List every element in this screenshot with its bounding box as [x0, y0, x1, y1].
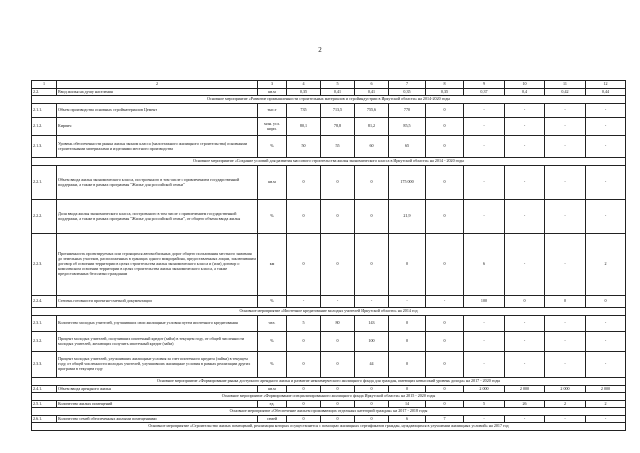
- table-row: [32, 166, 626, 200]
- column-number: 11: [545, 81, 586, 89]
- column-number: 6: [355, 81, 389, 89]
- year-value: -: [586, 416, 626, 423]
- year-value: 0: [586, 296, 626, 308]
- unit: млн. усл. кирп.: [258, 118, 287, 136]
- year-value: 5: [287, 316, 321, 332]
- unit: кв.м: [258, 386, 287, 393]
- year-value: -: [545, 416, 586, 423]
- row-code: 2.2.: [32, 89, 57, 96]
- year-value: 0: [389, 234, 426, 296]
- year-value: -: [586, 118, 626, 136]
- year-value: -: [586, 316, 626, 332]
- indicator-name: Процент молодых учителей, улучшивших жилищные условия за счет ипотечного кредита (займа) в текущем году, от общей численности молодых учителей, улучшивших жилищные условия в рамках реализации других программ в текущем году: [57, 352, 258, 378]
- row-code: 2.3.3.: [32, 352, 57, 378]
- year-value: 85,5: [389, 118, 426, 136]
- table-row: [32, 136, 626, 158]
- year-value: 0: [355, 386, 389, 393]
- year-value: -: [545, 234, 586, 296]
- column-number: 2: [57, 81, 258, 89]
- year-value: 0: [545, 296, 586, 308]
- year-value: 0: [287, 234, 321, 296]
- year-value: 0,41: [321, 89, 355, 96]
- year-value: -: [505, 200, 545, 234]
- year-value: -: [545, 104, 586, 118]
- unit: ед.: [258, 401, 287, 408]
- section-heading-row: [32, 96, 626, 104]
- year-value: -: [545, 316, 586, 332]
- year-value: 50: [287, 136, 321, 158]
- column-number: 8: [426, 81, 464, 89]
- year-value: 0: [321, 416, 355, 423]
- section-heading: Основное мероприятие «Формирование рынка доступного арендного жилья и развитие некоммерческого жилищного фонда для граждан, имеющих невысокий уровень дохода» на 2017 - 2020 годы: [32, 378, 626, 386]
- section-heading-row: [32, 378, 626, 386]
- year-value: 0: [321, 401, 355, 408]
- year-value: 770: [389, 104, 426, 118]
- year-value: 0: [389, 386, 426, 393]
- year-value: -: [505, 104, 545, 118]
- unit: семей: [258, 416, 287, 423]
- row-code: 2.4.1.: [32, 386, 57, 393]
- row-code: 2.1.3.: [32, 136, 57, 158]
- year-value: 78,8: [321, 118, 355, 136]
- indicator-name: Кирпич: [57, 118, 258, 136]
- column-number: 1: [32, 81, 57, 89]
- year-value: 0: [426, 118, 464, 136]
- year-value: 0: [426, 386, 464, 393]
- year-value: 0: [389, 352, 426, 378]
- year-value: 0,35: [426, 89, 464, 96]
- section-heading-row: [32, 423, 626, 431]
- year-value: -: [464, 416, 505, 423]
- column-number: 9: [464, 81, 505, 89]
- year-value: -: [287, 296, 321, 308]
- indicator-name: Количество жилых помещений: [57, 401, 258, 408]
- year-value: -: [586, 332, 626, 352]
- column-number: 4: [287, 81, 321, 89]
- year-value: -: [545, 352, 586, 378]
- section-heading: Основное мероприятие «Ипотечное кредитование молодых учителей Иркутской области» на 2014 год: [32, 308, 626, 316]
- year-value: 0: [287, 386, 321, 393]
- section-heading: Основное мероприятие «Развитие промышленности строительных материалов и стройиндустрии в Иркутской области» на 2014-2020 годы: [32, 96, 626, 104]
- year-value: 2 000: [505, 386, 545, 393]
- unit: тыс.т: [258, 104, 287, 118]
- year-value: 55: [321, 136, 355, 158]
- year-value: 0: [287, 200, 321, 234]
- year-value: -: [545, 118, 586, 136]
- year-value: 2 000: [545, 386, 586, 393]
- year-value: 80,1: [287, 118, 321, 136]
- year-value: 60: [355, 136, 389, 158]
- table-row: [32, 89, 626, 96]
- row-code: 2.2.1.: [32, 166, 57, 200]
- year-value: 14: [389, 401, 426, 408]
- year-value: -: [464, 352, 505, 378]
- year-value: 0: [426, 166, 464, 200]
- year-value: 2: [586, 234, 626, 296]
- year-value: 0: [287, 332, 321, 352]
- year-value: 0: [321, 166, 355, 200]
- year-value: 0: [355, 166, 389, 200]
- row-code: 2.2.3.: [32, 234, 57, 296]
- year-value: 21,9: [389, 200, 426, 234]
- year-value: -: [586, 200, 626, 234]
- unit: %: [258, 200, 287, 234]
- indicator-name: Степень готовности проектно-сметной документации: [57, 296, 258, 308]
- year-value: 0,37: [464, 89, 505, 96]
- year-value: -: [389, 296, 426, 308]
- year-value: 0: [355, 234, 389, 296]
- year-value: -: [586, 104, 626, 118]
- year-value: -: [586, 166, 626, 200]
- year-value: 735: [287, 104, 321, 118]
- table-row: [32, 296, 626, 308]
- section-heading: Основное мероприятие «Строительство жилых помещений, реализация которых осуществляется с помощью жилищных сертификатов граждан, нуждающихся в улучшении жилищных условий» на 2017 год: [32, 423, 626, 431]
- year-value: 0,44: [586, 89, 626, 96]
- year-value: 0,41: [355, 89, 389, 96]
- row-code: 2.2.2.: [32, 200, 57, 234]
- year-value: 80: [321, 316, 355, 332]
- year-value: -: [464, 332, 505, 352]
- table-row: [32, 104, 626, 118]
- indicator-name: Процент молодых учителей, получивших ипотечный кредит (займ) в текущем году, от общей численности молодых учителей, желающих получить ипотечный кредит (займ): [57, 332, 258, 352]
- year-value: 2: [586, 401, 626, 408]
- year-value: -: [464, 118, 505, 136]
- unit: кв.м: [258, 166, 287, 200]
- year-value: 0: [426, 401, 464, 408]
- year-value: -: [464, 136, 505, 158]
- unit: км: [258, 234, 287, 296]
- year-value: 0: [426, 352, 464, 378]
- year-value: 0,35: [389, 89, 426, 96]
- year-value: 2 000: [586, 386, 626, 393]
- year-value: -: [545, 332, 586, 352]
- year-value: -: [505, 166, 545, 200]
- year-value: 100: [464, 296, 505, 308]
- table-row: [32, 234, 626, 296]
- year-value: -: [505, 352, 545, 378]
- year-value: 6: [389, 416, 426, 423]
- year-value: 6: [464, 234, 505, 296]
- indicator-name: Количество семей обеспеченных жилыми помещениями: [57, 416, 258, 423]
- indicator-name: Уровень обеспеченности рынка жилья эконом класса (малоэтажного жилищного строительства) основными строительными материалами и изделиями местного производства: [57, 136, 258, 158]
- year-value: -: [505, 316, 545, 332]
- year-value: 0: [426, 136, 464, 158]
- year-value: 0: [321, 386, 355, 393]
- year-value: 0: [321, 332, 355, 352]
- table-row: [32, 401, 626, 408]
- year-value: -: [545, 166, 586, 200]
- year-value: -: [464, 200, 505, 234]
- table-row: [32, 316, 626, 332]
- year-value: 44: [355, 352, 389, 378]
- column-number: 3: [258, 81, 287, 89]
- column-number: 7: [389, 81, 426, 89]
- year-value: 0: [287, 401, 321, 408]
- row-code: 2.3.2.: [32, 332, 57, 352]
- year-value: 143: [355, 316, 389, 332]
- year-value: -: [586, 136, 626, 158]
- indicator-name: Доля ввода жилья экономического класса, построенного в том числе с привлечением государственной поддержки, а также в рамках программы "Жилье для российской семьи", от общего объема ввода жилья: [57, 200, 258, 234]
- year-value: 0: [426, 316, 464, 332]
- indicators-table: [31, 80, 626, 431]
- indicator-name: Объем ввода арендного жилья: [57, 386, 258, 393]
- row-code: 2.5.1.: [32, 401, 57, 408]
- year-value: 5: [464, 401, 505, 408]
- row-code: 2.1.1.: [32, 104, 57, 118]
- unit: %: [258, 332, 287, 352]
- year-value: 0: [321, 352, 355, 378]
- year-value: -: [545, 136, 586, 158]
- year-value: 0: [355, 200, 389, 234]
- year-value: 100: [355, 332, 389, 352]
- year-value: 7: [426, 416, 464, 423]
- year-value: 0: [426, 332, 464, 352]
- section-heading-row: [32, 308, 626, 316]
- table-row: [32, 200, 626, 234]
- year-value: 0: [426, 234, 464, 296]
- year-value: 0,4: [505, 89, 545, 96]
- year-value: -: [464, 166, 505, 200]
- section-heading-row: [32, 158, 626, 166]
- year-value: -: [321, 296, 355, 308]
- row-code: 2.6.1.: [32, 416, 57, 423]
- year-value: 175 000: [389, 166, 426, 200]
- section-heading: Основное мероприятие «Обеспечение жильем проживающих отдельных категорий граждан» на 2017 - 2018 годы: [32, 408, 626, 416]
- year-value: 2 000: [464, 386, 505, 393]
- section-heading-row: [32, 408, 626, 416]
- year-value: 0: [287, 166, 321, 200]
- column-number: 5: [321, 81, 355, 89]
- unit: кв.м: [258, 89, 287, 96]
- year-value: 0,35: [287, 89, 321, 96]
- unit: %: [258, 296, 287, 308]
- year-value: -: [505, 136, 545, 158]
- unit: %: [258, 136, 287, 158]
- indicator-name: Количество молодых учителей, улучшивших свои жилищные условия путем ипотечного кредитования: [57, 316, 258, 332]
- year-value: 0: [426, 104, 464, 118]
- table-row: [32, 118, 626, 136]
- column-number: 10: [505, 81, 545, 89]
- year-value: 26: [505, 401, 545, 408]
- year-value: 713,5: [321, 104, 355, 118]
- year-value: 81,2: [355, 118, 389, 136]
- year-value: -: [505, 234, 545, 296]
- year-value: 2: [545, 401, 586, 408]
- row-code: 2.2.4.: [32, 296, 57, 308]
- year-value: -: [505, 332, 545, 352]
- year-value: 0: [426, 200, 464, 234]
- page-number: 2: [318, 46, 322, 54]
- year-value: 0: [505, 296, 545, 308]
- indicator-name: Ввод жилья на душу населения: [57, 89, 258, 96]
- year-value: 0: [355, 401, 389, 408]
- year-value: -: [464, 104, 505, 118]
- year-value: 0: [287, 416, 321, 423]
- row-code: 2.1.2.: [32, 118, 57, 136]
- row-code: 2.3.1.: [32, 316, 57, 332]
- year-value: -: [545, 200, 586, 234]
- year-value: 0: [287, 352, 321, 378]
- year-value: 755,6: [355, 104, 389, 118]
- year-value: 0: [389, 316, 426, 332]
- year-value: 0: [321, 200, 355, 234]
- year-value: -: [505, 416, 545, 423]
- header-row: [32, 81, 626, 89]
- indicator-name: Объем ввода жилья экономического класса, построенного в том числе с привлечением государственной поддержки, а также в рамках программы "Жилье для российской семьи": [57, 166, 258, 200]
- year-value: -: [586, 352, 626, 378]
- unit: %: [258, 352, 287, 378]
- table-row: [32, 352, 626, 378]
- column-number: 12: [586, 81, 626, 89]
- table-row: [32, 416, 626, 423]
- year-value: 0: [389, 332, 426, 352]
- section-heading: Основное мероприятие «Формирование специализированного жилищного фонда Иркутской области» на 2015 - 2020 годы: [32, 393, 626, 401]
- year-value: 0: [355, 416, 389, 423]
- indicator-name: Объем производства основных стройматериалов Цемент: [57, 104, 258, 118]
- indicator-name: Протяженность проектируемых или строящихся автомобильных дорог общего пользования местного значения до земельных участков, расположенных в границах одного микрорайона, предоставленных лицам, заключившим договор об освоении территории в целях строительства жилья экономического класса и (или) договор о комплексном освоении территории в целях строительства жилья экономического класса, а также предоставленных бесплатно гражданам: [57, 234, 258, 296]
- year-value: -: [505, 118, 545, 136]
- section-heading: Основное мероприятие «Создание условий для развития массового строительства жилья экономического класса в Иркутской области» на 2014 - 2020 годы: [32, 158, 626, 166]
- table-row: [32, 386, 626, 393]
- year-value: 65: [389, 136, 426, 158]
- year-value: 0: [321, 234, 355, 296]
- year-value: -: [355, 296, 389, 308]
- table-row: [32, 332, 626, 352]
- year-value: -: [464, 316, 505, 332]
- section-heading-row: [32, 393, 626, 401]
- year-value: 0,42: [545, 89, 586, 96]
- unit: чел.: [258, 316, 287, 332]
- year-value: -: [426, 296, 464, 308]
